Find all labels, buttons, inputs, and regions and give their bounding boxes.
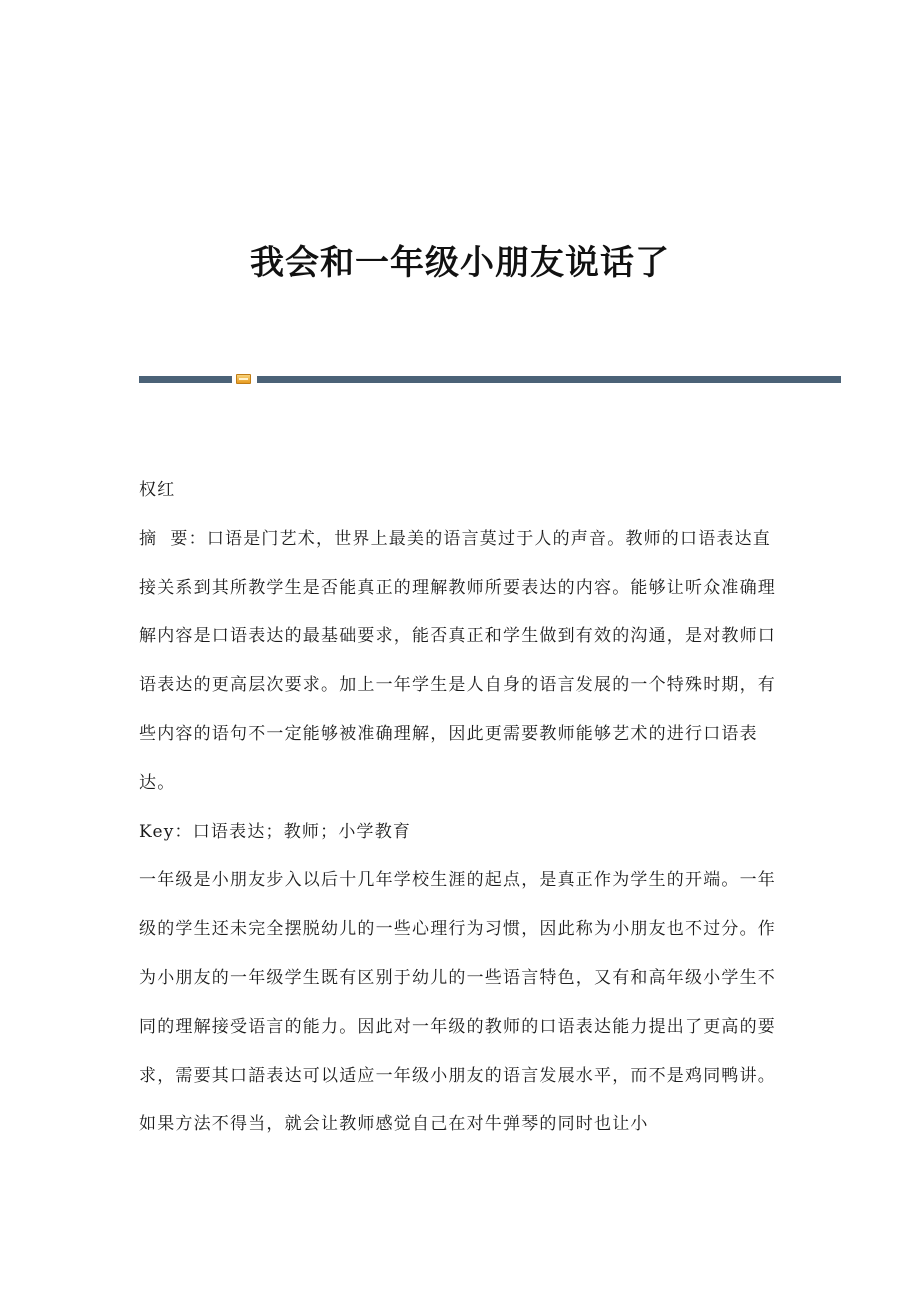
divider-ornament-icon: [236, 374, 251, 384]
page-title: 我会和一年级小朋友说话了: [250, 242, 670, 283]
document-body: [139, 466, 789, 1149]
keywords-text: 口语表达；教师；小学教育: [192, 821, 412, 842]
body-paragraph: 一年级是小朋友步入以后十几年学校生涯的起点，是真正作为学生的开端。一年级的学生还未完全摆脱幼儿的一些心理行为习惯，因此称为小朋友也不过分。作为小朋友的一年级学生既有区别于幼儿的一些语言特色，又有和高年级小学生不同的理解接受语言的能力。因此对一年级的教师的口语表达能力提出了更高的要求，需要其口語表达可以适应一年级小朋友的语言发展水平，而不是鸡同鸭讲。如果方法不得当，就会让教师感觉自己在对牛弹琴的同时也让小: [139, 870, 776, 1135]
abstract-label: 摘 要：: [139, 528, 207, 549]
keywords-label: Key：: [139, 821, 193, 842]
divider-bar-left: [139, 376, 232, 383]
title-divider: [139, 374, 841, 384]
abstract-text: 口语是门艺术，世界上最美的语言莫过于人的声音。教师的口语表达直接关系到其所教学生是否能真正的理解教师所要表达的内容。能够让听众准确理解内容是口语表达的最基础要求，能否真正和学生做到有效的沟通，是对教师口语表达的更高层次要求。加上一年学生是人自身的语言发展的一个特殊时期，有些内容的语句不一定能够被准确理解，因此更需要教师能够艺术的进行口语表达。: [139, 528, 776, 793]
divider-bar-right: [257, 376, 841, 383]
abstract-paragraph: [139, 515, 789, 808]
keywords-paragraph: [139, 808, 789, 857]
author-name: 权红: [139, 480, 176, 500]
